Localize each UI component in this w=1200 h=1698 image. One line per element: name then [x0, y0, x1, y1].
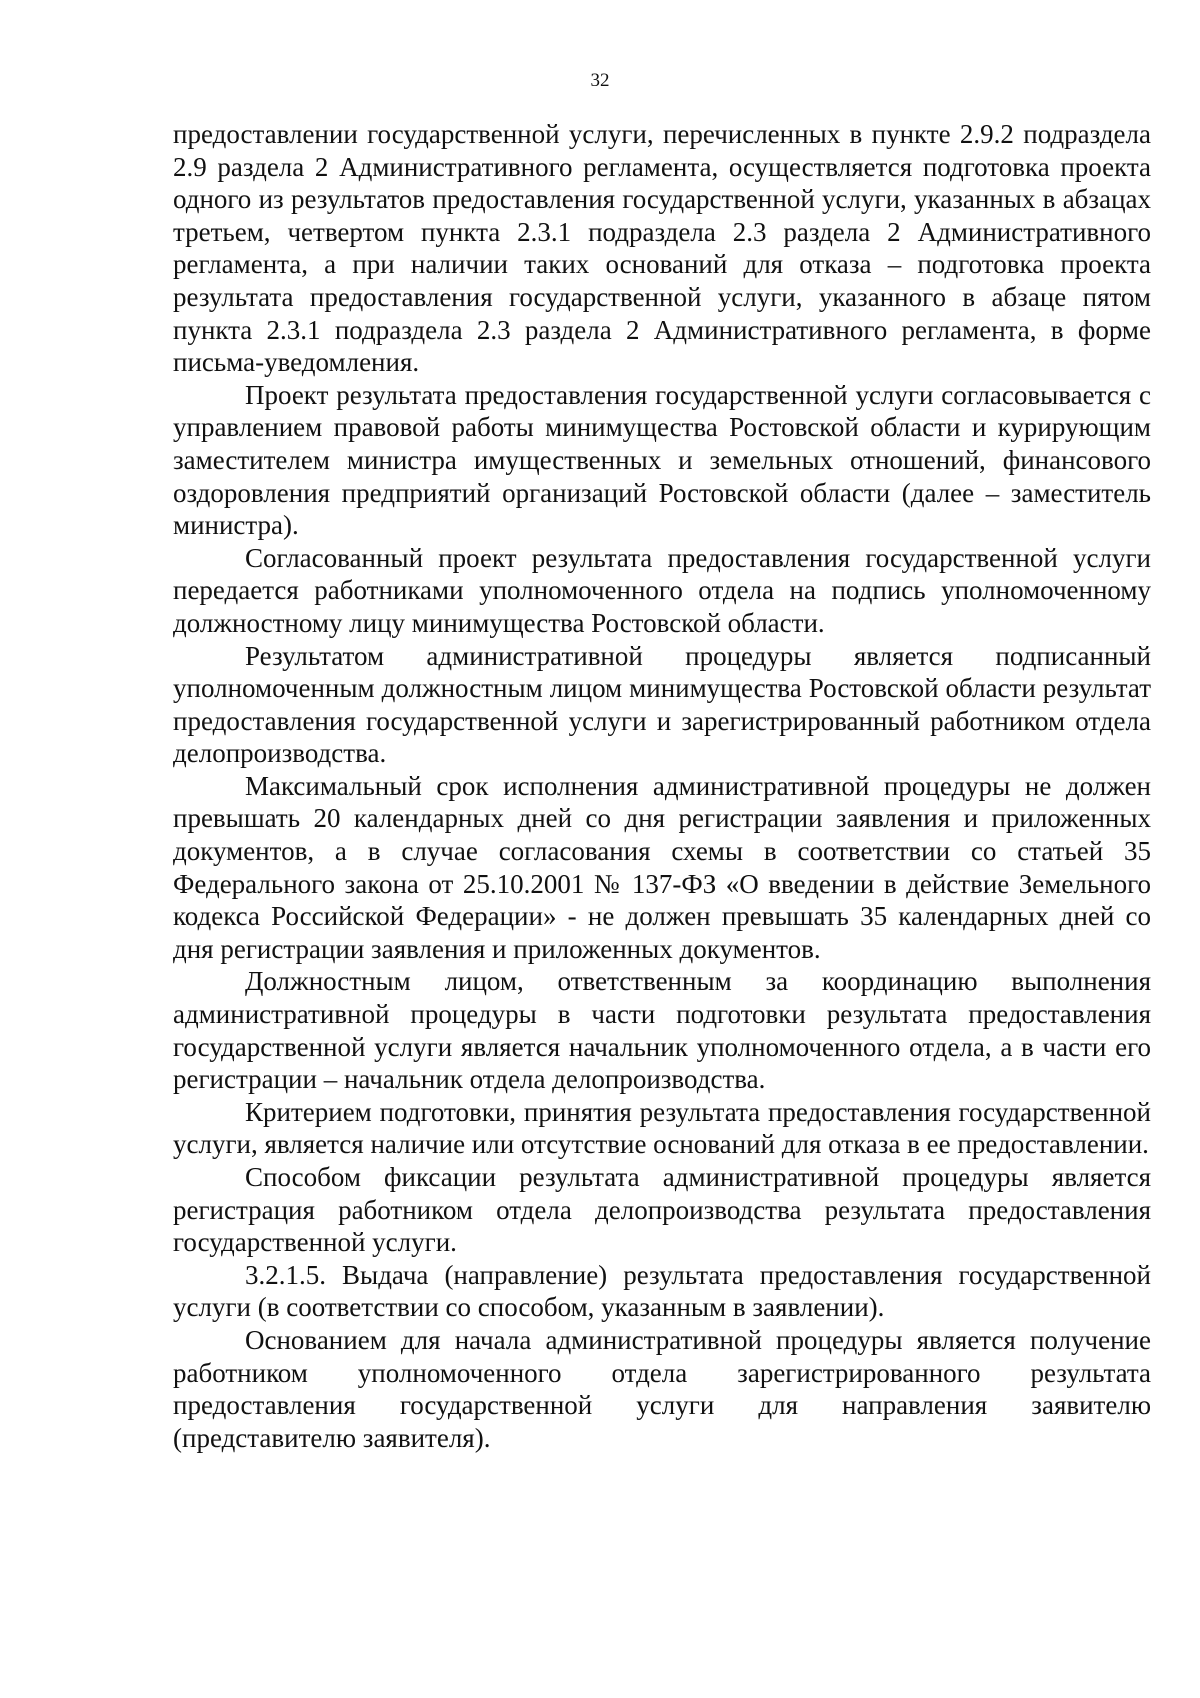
paragraph-basis: Основанием для начала административной процедуры является получение работником уполномоченного отдела зарегистрированного результата предоставления государственной услуги для направления заявителю (представителю заявителя). [173, 1324, 1151, 1453]
paragraph-max-term: Максимальный срок исполнения административной процедуры не должен превышать 20 календарных дней со дня регистрации заявления и приложенных документов, а в случае согласования схемы в соответствии со статьей 35 Федерального закона от 25.10.2001 № 137-ФЗ «О введении в действие Земельного кодекса Российской Федерации» - не должен превышать 35 календарных дней со дня регистрации заявления и приложенных документов. [173, 770, 1151, 964]
paragraph-criterion: Критерием подготовки, принятия результата предоставления государственной услуги, является наличие или отсутствие оснований для отказа в ее предоставлении. [173, 1096, 1151, 1160]
paragraph-signature-transfer: Согласованный проект результата предоставления государственной услуги передается работниками уполномоченного отдела на подпись уполномоченному должностному лицу минимущества Ростовской области. [173, 542, 1151, 638]
paragraph-continuation: предоставлении государственной услуги, перечисленных в пункте 2.9.2 подраздела 2.9 раздела 2 Административного регламента, осуществляется подготовка проекта одного из результатов предоставления государственной услуги, указанных в абзацах третьем, четвертом пункта 2.3.1 подраздела 2.3 раздела 2 Административного регламента, а при наличии таких оснований для отказа – подготовка проекта результата предоставления государственной услуги, указанного в абзаце пятом пункта 2.3.1 подраздела 2.3 раздела 2 Административного регламента, в форме письма-уведомления. [173, 119, 1151, 378]
paragraph-section-3-2-1-5: 3.2.1.5. Выдача (направление) результата предоставления государственной услуги (в соответствии со способом, указанным в заявлении). [173, 1259, 1151, 1323]
page-number: 32 [590, 70, 610, 91]
document-body [173, 118, 1151, 1454]
paragraph-project-approval: Проект результата предоставления государственной услуги согласовывается с управлением правовой работы минимущества Ростовской области и курирующим заместителем министра имущественных и земельных отношений, финансового оздоровления предприятий организаций Ростовской области (далее – заместитель министра). [173, 379, 1151, 541]
paragraph-fixation-method: Способом фиксации результата административной процедуры является регистрация работником отдела делопроизводства результата предоставления государственной услуги. [173, 1162, 1151, 1258]
paragraph-procedure-result: Результатом административной процедуры является подписанный уполномоченным должностным лицом минимущества Ростовской области результат предоставления государственной услуги и зарегистрированный работником отдела делопроизводства. [173, 640, 1151, 769]
paragraph-responsible-person: Должностным лицом, ответственным за координацию выполнения административной процедуры в части подготовки результата предоставления государственной услуги является начальник уполномоченного отдела, а в части его регистрации – начальник отдела делопроизводства. [173, 966, 1151, 1095]
